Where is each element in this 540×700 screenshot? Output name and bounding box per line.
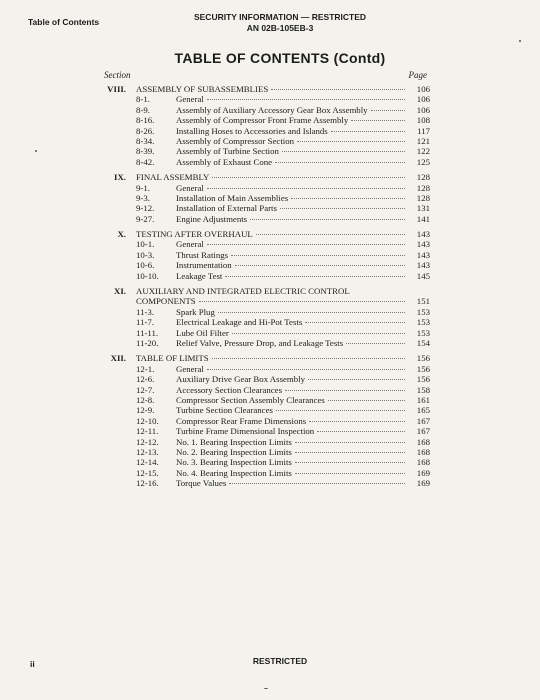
item-page: 145	[416, 270, 430, 281]
item-title: General	[176, 239, 204, 250]
toc-item-row	[96, 271, 430, 281]
toc-item-row	[96, 239, 430, 249]
section-page: 156	[416, 353, 430, 364]
item-title: Installing Hoses to Accessories and Islands	[176, 125, 328, 136]
item-page: 106	[416, 104, 430, 115]
section-title: TESTING AFTER OVERHAUL	[136, 229, 253, 240]
item-page: 125	[416, 156, 430, 167]
item-number: 12-15.	[136, 467, 159, 478]
dot-leader	[250, 219, 405, 220]
dot-leader	[207, 369, 405, 370]
section-title: AUXILIARY AND INTEGRATED ELECTRIC CONTROL	[136, 286, 350, 297]
item-number: 12-14.	[136, 457, 159, 468]
section-number: VIII.	[107, 84, 126, 94]
dot-leader	[282, 151, 405, 152]
toc-section-row	[96, 229, 430, 239]
toc-item-row	[96, 193, 430, 203]
item-page: 121	[416, 135, 430, 146]
item-title: No. 2. Bearing Inspection Limits	[176, 446, 292, 457]
item-number: 10-6.	[136, 260, 155, 271]
dot-leader	[207, 244, 405, 245]
scan-speck	[264, 688, 268, 689]
dot-leader	[225, 276, 405, 277]
toc-item-row	[96, 317, 430, 327]
dot-leader	[271, 89, 405, 90]
item-title: Leakage Test	[176, 270, 223, 281]
item-number: 8-1.	[136, 94, 150, 105]
toc-item-row	[96, 338, 430, 348]
item-number: 8-16.	[136, 115, 155, 126]
item-number: 10-10.	[136, 270, 159, 281]
footer-classification: RESTRICTED	[252, 656, 308, 666]
item-number: 12-9.	[136, 405, 155, 416]
dot-leader	[207, 188, 405, 189]
item-title: General	[176, 182, 204, 193]
security-classification-line: SECURITY INFORMATION — RESTRICTED	[193, 12, 367, 22]
item-title: Assembly of Compressor Front Frame Assembly	[176, 115, 349, 126]
dot-leader	[295, 452, 405, 453]
item-page: 153	[416, 317, 430, 328]
dot-leader	[256, 234, 405, 235]
item-page: 158	[416, 384, 430, 395]
item-page: 167	[416, 415, 430, 426]
item-number: 8-42.	[136, 156, 155, 167]
item-page: 122	[416, 146, 430, 157]
toc-section-row	[96, 353, 430, 363]
item-title: Compressor Rear Frame Dimensions	[176, 415, 307, 426]
toc-section-row	[96, 172, 430, 182]
section-page: 151	[416, 296, 430, 307]
dot-leader	[231, 255, 405, 256]
item-number: 12-7.	[136, 384, 155, 395]
dot-leader	[199, 301, 405, 302]
dot-leader	[297, 141, 405, 142]
item-number: 12-11.	[136, 426, 159, 437]
item-number: 12-16.	[136, 478, 159, 489]
toc-item-row	[96, 203, 430, 213]
dot-leader	[207, 99, 405, 100]
toc-item-row	[96, 395, 430, 405]
toc-item-row	[96, 426, 430, 436]
section-page: 128	[416, 172, 430, 183]
section-number: IX.	[114, 172, 126, 183]
section-number: XII.	[110, 353, 126, 364]
item-number: 12-1.	[136, 363, 155, 374]
toc-item-row	[96, 374, 430, 384]
toc-section-row	[96, 84, 430, 94]
scan-speck	[519, 40, 521, 42]
item-page: 165	[416, 405, 430, 416]
item-number: 9-27.	[136, 213, 155, 224]
item-number: 9-3.	[136, 192, 150, 203]
dot-leader	[295, 442, 405, 443]
item-title: Assembly of Turbine Section	[176, 146, 279, 157]
toc-item-row	[96, 307, 430, 317]
section-column-label: Section	[104, 70, 131, 80]
dot-leader	[276, 410, 405, 411]
item-title: General	[176, 363, 204, 374]
item-page: 156	[416, 374, 430, 385]
page-title: TABLE OF CONTENTS (Contd)	[174, 50, 386, 66]
item-number: 12-13.	[136, 446, 159, 457]
item-number: 8-9.	[136, 104, 150, 115]
item-title: Engine Adjustments	[176, 213, 248, 224]
item-title: Thrust Ratings	[176, 249, 229, 260]
item-title: Relief Valve, Pressure Drop, and Leakage Tests	[176, 337, 344, 348]
section-title: TABLE OF LIMITS	[136, 353, 209, 364]
toc-item-row	[96, 157, 430, 167]
dot-leader	[212, 358, 405, 359]
item-title: Compressor Section Assembly Clearances	[176, 394, 325, 405]
toc-item-row	[96, 250, 430, 260]
toc-item-row	[96, 468, 430, 478]
toc-item-row	[96, 437, 430, 447]
dot-leader	[229, 483, 405, 484]
item-number: 12-10.	[136, 415, 159, 426]
item-page: 128	[416, 192, 430, 203]
dot-leader	[317, 431, 405, 432]
item-page: 168	[416, 436, 430, 447]
item-number: 9-1.	[136, 182, 150, 193]
dot-leader	[232, 333, 405, 334]
item-title: General	[176, 94, 204, 105]
dot-leader	[285, 390, 405, 391]
item-title: Torque Values	[176, 478, 227, 489]
dot-leader	[291, 198, 405, 199]
toc-item-row	[96, 146, 430, 156]
dot-leader	[309, 421, 405, 422]
item-page: 169	[416, 467, 430, 478]
dot-leader	[295, 462, 405, 463]
section-number: XI.	[114, 286, 126, 297]
toc-section-group	[96, 286, 430, 348]
scan-speck	[35, 150, 37, 152]
item-page: 153	[416, 327, 430, 338]
item-number: 11-3.	[136, 306, 154, 317]
item-title: Turbine Section Clearances	[176, 405, 273, 416]
dot-leader	[212, 177, 405, 178]
item-page: 167	[416, 426, 430, 437]
item-title: Assembly of Exhaust Cone	[176, 156, 273, 167]
dot-leader	[351, 120, 405, 121]
item-page: 143	[416, 260, 430, 271]
security-header	[150, 12, 410, 34]
item-number: 10-1.	[136, 239, 155, 250]
toc-item-row	[96, 183, 430, 193]
item-page: 106	[416, 94, 430, 105]
toc-item-row	[96, 115, 430, 125]
item-title: Installation of External Parts	[176, 203, 277, 214]
running-header-left: Table of Contents	[28, 17, 100, 27]
toc-item-row	[96, 136, 430, 146]
dot-leader	[308, 379, 405, 380]
item-title: No. 4. Bearing Inspection Limits	[176, 467, 292, 478]
item-title: Spark Plug	[176, 306, 215, 317]
item-title: Installation of Main Assemblies	[176, 192, 289, 203]
item-page: 161	[416, 394, 430, 405]
toc-item-row	[96, 478, 430, 488]
dot-leader	[328, 400, 405, 401]
item-title: Lube Oil Filter	[176, 327, 229, 338]
dot-leader	[331, 131, 405, 132]
dot-leader	[346, 343, 405, 344]
dot-leader	[235, 265, 405, 266]
item-number: 11-7.	[136, 317, 154, 328]
item-page: 168	[416, 457, 430, 468]
toc-item-row	[96, 214, 430, 224]
dot-leader	[371, 110, 405, 111]
item-page: 168	[416, 446, 430, 457]
toc-section-group	[96, 172, 430, 224]
toc-section-row	[96, 286, 430, 296]
toc-item-row	[96, 405, 430, 415]
section-title: FINAL ASSEMBLY	[136, 172, 210, 183]
item-page: 141	[416, 213, 430, 224]
toc-item-row	[96, 126, 430, 136]
item-title: No. 1. Bearing Inspection Limits	[176, 436, 292, 447]
item-title: Auxiliary Drive Gear Box Assembly	[176, 374, 305, 385]
item-number: 10-3.	[136, 249, 155, 260]
item-page: 143	[416, 249, 430, 260]
item-number: 8-26.	[136, 125, 155, 136]
item-page: 154	[416, 337, 430, 348]
item-page: 153	[416, 306, 430, 317]
item-title: Accessory Section Clearances	[176, 384, 283, 395]
item-number: 11-11.	[136, 327, 159, 338]
section-page: 143	[416, 229, 430, 240]
item-page: 143	[416, 239, 430, 250]
toc-item-row	[96, 457, 430, 467]
dot-leader	[280, 208, 405, 209]
item-number: 8-34.	[136, 135, 155, 146]
item-title: No. 3. Bearing Inspection Limits	[176, 457, 292, 468]
item-number: 12-8.	[136, 394, 155, 405]
item-page: 128	[416, 182, 430, 193]
toc-item-row	[96, 260, 430, 270]
item-page: 117	[417, 125, 430, 136]
section-page: 106	[416, 84, 430, 94]
item-page: 156	[416, 363, 430, 374]
section-title: ASSEMBLY OF SUBASSEMBLIES	[136, 84, 269, 94]
page-column-label: Page	[408, 70, 427, 80]
item-number: 8-39.	[136, 146, 155, 157]
dot-leader	[275, 162, 405, 163]
item-title: Turbine Frame Dimensional Inspection	[176, 426, 315, 437]
toc-item-row	[96, 328, 430, 338]
dot-leader	[305, 322, 405, 323]
toc-item-row	[96, 364, 430, 374]
toc-list	[96, 84, 430, 493]
item-title: Electrical Leakage and Hi-Pot Tests	[176, 317, 303, 328]
dot-leader	[218, 312, 405, 313]
item-number: 9-12.	[136, 203, 155, 214]
toc-item-row	[96, 385, 430, 395]
toc-section-group	[96, 229, 430, 281]
section-number: X.	[117, 229, 126, 240]
toc-section-group	[96, 353, 430, 488]
toc-item-row	[96, 416, 430, 426]
page-number: ii	[30, 659, 35, 669]
item-page: 169	[416, 478, 430, 489]
document-number: AN 02B-105EB-3	[246, 23, 314, 33]
toc-item-row	[96, 94, 430, 104]
toc-item-row	[96, 105, 430, 115]
item-title: Assembly of Auxiliary Accessory Gear Box Assembly	[176, 104, 368, 115]
toc-item-row	[96, 447, 430, 457]
dot-leader	[295, 473, 405, 474]
toc-section-group	[96, 84, 430, 167]
item-title: Assembly of Compressor Section	[176, 135, 295, 146]
item-number: 12-6.	[136, 374, 155, 385]
section-title-continued: COMPONENTS	[136, 296, 196, 307]
item-page: 108	[416, 115, 430, 126]
toc-section-row-continued	[96, 296, 430, 306]
item-title: Instrumentation	[176, 260, 232, 271]
item-page: 131	[416, 203, 430, 214]
item-number: 11-20.	[136, 337, 159, 348]
item-number: 12-12.	[136, 436, 159, 447]
